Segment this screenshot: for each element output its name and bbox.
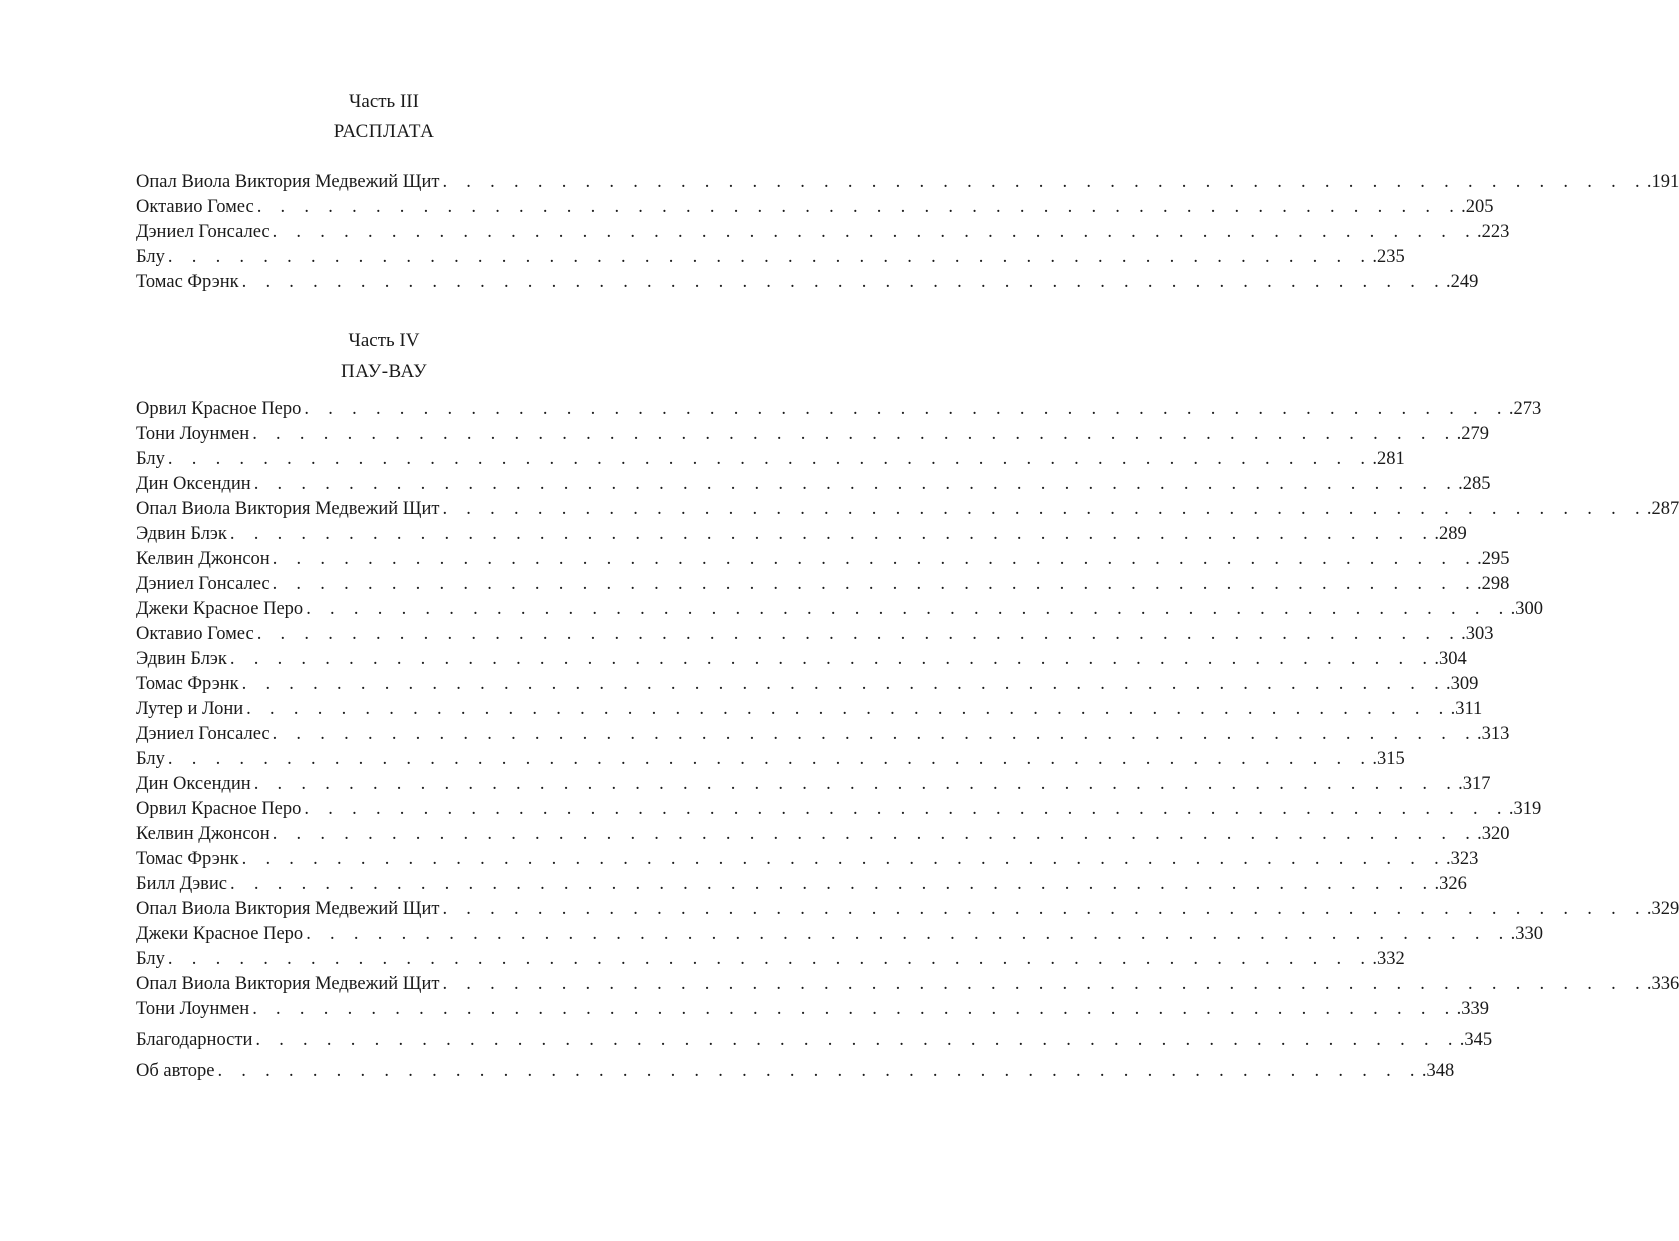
toc-entry-page: .315 bbox=[1372, 749, 1405, 769]
toc-entry-page: .326 bbox=[1434, 874, 1467, 894]
dot-leader: . . . . . . . . . . . . . . . . . . . . . . . . . . . . . . . . . . . . . . . . . . . . . . . . . . . bbox=[306, 599, 1511, 619]
dot-leader: . . . . . . . . . . . . . . . . . . . . . . . . . . . . . . . . . . . . . . . . . . . . . . . . . . . bbox=[167, 749, 1373, 769]
dot-leader: . . . . . . . . . . . . . . . . . . . . . . . . . . . . . . . . . . . . . . . . . . . . . . . . . . . bbox=[230, 874, 1435, 894]
dot-leader: . . . . . . . . . . . . . . . . . . . . . . . . . . . . . . . . . . . . . . . . . . . . . . . . . . . bbox=[442, 899, 1647, 919]
dot-leader: . . . . . . . . . . . . . . . . . . . . . . . . . . . . . . . . . . . . . . . . . . . . . . . . . . . bbox=[253, 474, 1459, 494]
toc-entry-page: .319 bbox=[1508, 799, 1542, 819]
dot-leader: . . . . . . . . . . . . . . . . . . . . . . . . . . . . . . . . . . . . . . . . . . . . . . . . . . . bbox=[256, 197, 1462, 217]
toc-entry-name: Опал Виола Виктория Медвежий Щит bbox=[136, 899, 440, 919]
dot-leader: . . . . . . . . . . . . . . . . . . . . . . . . . . . . . . . . . . . . . . . . . . . . . . . . . . . bbox=[229, 524, 1435, 544]
toc-entry[interactable] bbox=[136, 397, 1542, 422]
dot-leader: . . . . . . . . . . . . . . . . . . . . . . . . . . . . . . . . . . . . . . . . . . . . . . . . . . . bbox=[255, 1030, 1460, 1050]
toc-entry-name: Билл Дэвис bbox=[136, 874, 228, 894]
toc-entry[interactable] bbox=[136, 722, 1510, 747]
toc-entry-page: .235 bbox=[1372, 247, 1405, 267]
toc-entry-name: Опал Виола Виктория Медвежий Щит bbox=[136, 499, 440, 519]
toc-entry-page: .281 bbox=[1372, 449, 1405, 469]
toc-entry-name: Орвил Красное Перо bbox=[136, 399, 302, 419]
part-3-toc-list bbox=[136, 170, 1679, 295]
toc-entry-page: .313 bbox=[1477, 724, 1510, 744]
toc-entry-name: Тони Лоунмен bbox=[136, 999, 250, 1019]
dot-leader: . . . . . . . . . . . . . . . . . . . . . . . . . . . . . . . . . . . . . . . . . . . . . . . . . . . bbox=[304, 799, 1509, 819]
toc-entry-page: .304 bbox=[1434, 649, 1467, 669]
dot-leader: . . . . . . . . . . . . . . . . . . . . . . . . . . . . . . . . . . . . . . . . . . . . . . . . . . . bbox=[304, 399, 1509, 419]
toc-entry[interactable] bbox=[136, 847, 1479, 872]
toc-entry-name: Тони Лоунмен bbox=[136, 424, 250, 444]
toc-entry-name: Дин Оксендин bbox=[136, 474, 251, 494]
toc-entry-name: Об авторе bbox=[136, 1061, 215, 1081]
toc-entry[interactable] bbox=[136, 822, 1510, 847]
toc-entry-name: Лутер и Лони bbox=[136, 699, 244, 719]
dot-leader: . . . . . . . . . . . . . . . . . . . . . . . . . . . . . . . . . . . . . . . . . . . . . . . . . . . bbox=[241, 849, 1447, 869]
toc-entry[interactable] bbox=[136, 597, 1543, 622]
toc-entry[interactable] bbox=[136, 547, 1510, 572]
toc-entry-page: .311 bbox=[1450, 699, 1483, 719]
toc-entry-acknowledgements[interactable] bbox=[136, 1028, 1493, 1053]
toc-entry[interactable] bbox=[136, 497, 1679, 522]
part-3-label: Часть III bbox=[349, 91, 419, 112]
toc-entry-about-author[interactable] bbox=[136, 1059, 1455, 1084]
toc-entry-name: Октавио Гомес bbox=[136, 624, 254, 644]
dot-leader: . . . . . . . . . . . . . . . . . . . . . . . . . . . . . . . . . . . . . . . . . . . . . . . . . . . bbox=[306, 924, 1511, 944]
dot-leader: . . . . . . . . . . . . . . . . . . . . . . . . . . . . . . . . . . . . . . . . . . . . . . . . . . . bbox=[272, 222, 1478, 242]
dot-leader: . . . . . . . . . . . . . . . . . . . . . . . . . . . . . . . . . . . . . . . . . . . . . . . . . . . bbox=[442, 499, 1647, 519]
toc-entry[interactable] bbox=[136, 772, 1491, 797]
dot-leader: . . . . . . . . . . . . . . . . . . . . . . . . . . . . . . . . . . . . . . . . . . . . . . . . . . . bbox=[272, 549, 1478, 569]
toc-entry[interactable] bbox=[136, 672, 1479, 697]
toc-entry-name: Блу bbox=[136, 247, 165, 267]
toc-entry-page: .279 bbox=[1456, 424, 1489, 444]
dot-leader: . . . . . . . . . . . . . . . . . . . . . . . . . . . . . . . . . . . . . . . . . . . . . . . . . . . bbox=[167, 247, 1373, 267]
toc-entry-name: Эдвин Блэк bbox=[136, 649, 227, 669]
toc-entry[interactable] bbox=[136, 447, 1405, 472]
toc-entry-page: .285 bbox=[1458, 474, 1491, 494]
toc-entry[interactable] bbox=[136, 947, 1405, 972]
dot-leader: . . . . . . . . . . . . . . . . . . . . . . . . . . . . . . . . . . . . . . . . . . . . . . . . . . . bbox=[442, 172, 1647, 192]
toc-entry[interactable] bbox=[136, 747, 1405, 772]
toc-entry-name: Опал Виола Виктория Медвежий Щит bbox=[136, 172, 440, 192]
toc-entry[interactable] bbox=[136, 245, 1405, 270]
toc-entry-name: Эдвин Блэк bbox=[136, 524, 227, 544]
part-3-title: РАСПЛАТА bbox=[333, 121, 435, 142]
toc-entry-name: Блу bbox=[136, 449, 165, 469]
toc-entry-name: Блу bbox=[136, 749, 165, 769]
toc-entry[interactable] bbox=[136, 922, 1543, 947]
toc-entry[interactable] bbox=[136, 797, 1542, 822]
toc-entry[interactable] bbox=[136, 697, 1483, 722]
toc-entry-name: Октавио Гомес bbox=[136, 197, 254, 217]
toc-entry-name: Томас Фрэнк bbox=[136, 272, 239, 292]
dot-leader: . . . . . . . . . . . . . . . . . . . . . . . . . . . . . . . . . . . . . . . . . . . . . . . . . . . bbox=[241, 674, 1447, 694]
toc-entry-page: .339 bbox=[1456, 999, 1489, 1019]
toc-entry-name: Опал Виола Виктория Медвежий Щит bbox=[136, 974, 440, 994]
toc-entry[interactable] bbox=[136, 472, 1491, 497]
part-4-label: Часть IV bbox=[348, 330, 420, 351]
dot-leader: . . . . . . . . . . . . . . . . . . . . . . . . . . . . . . . . . . . . . . . . . . . . . . . . . . . bbox=[229, 649, 1435, 669]
toc-entry-page: .329 bbox=[1646, 899, 1679, 919]
toc-entry-name: Орвил Красное Перо bbox=[136, 799, 302, 819]
dot-leader: . . . . . . . . . . . . . . . . . . . . . . . . . . . . . . . . . . . . . . . . . . . . . . . . . . . bbox=[256, 624, 1462, 644]
toc-entry-name: Томас Фрэнк bbox=[136, 849, 239, 869]
dot-leader: . . . . . . . . . . . . . . . . . . . . . . . . . . . . . . . . . . . . . . . . . . . . . . . . . . . bbox=[272, 574, 1478, 594]
dot-leader: . . . . . . . . . . . . . . . . . . . . . . . . . . . . . . . . . . . . . . . . . . . . . . . . . . . bbox=[272, 824, 1478, 844]
dot-leader: . . . . . . . . . . . . . . . . . . . . . . . . . . . . . . . . . . . . . . . . . . . . . . . . . . . bbox=[167, 449, 1373, 469]
dot-leader: . . . . . . . . . . . . . . . . . . . . . . . . . . . . . . . . . . . . . . . . . . . . . . . . . . . bbox=[253, 774, 1459, 794]
toc-entry-page: .295 bbox=[1477, 549, 1510, 569]
toc-entry-page: .249 bbox=[1446, 272, 1479, 292]
toc-entry[interactable] bbox=[136, 622, 1494, 647]
toc-entry-page: .332 bbox=[1372, 949, 1405, 969]
toc-entry-page: .330 bbox=[1510, 924, 1543, 944]
toc-entry-page: .300 bbox=[1510, 599, 1543, 619]
toc-entry-page: .317 bbox=[1458, 774, 1491, 794]
toc-entry-name: Дэниел Гонсалес bbox=[136, 574, 270, 594]
toc-entry-name: Дэниел Гонсалес bbox=[136, 724, 270, 744]
toc-entry-page: .191 bbox=[1646, 172, 1679, 192]
toc-entry[interactable] bbox=[136, 897, 1679, 922]
toc-entry-page: .273 bbox=[1508, 399, 1542, 419]
dot-leader: . . . . . . . . . . . . . . . . . . . . . . . . . . . . . . . . . . . . . . . . . . . . . . . . . . . bbox=[246, 699, 1451, 719]
toc-entry-page: .298 bbox=[1477, 574, 1510, 594]
toc-entry[interactable] bbox=[136, 422, 1489, 447]
toc-entry-name: Томас Фрэнк bbox=[136, 674, 239, 694]
dot-leader: . . . . . . . . . . . . . . . . . . . . . . . . . . . . . . . . . . . . . . . . . . . . . . . . . . . bbox=[252, 999, 1457, 1019]
toc-entry[interactable] bbox=[136, 997, 1489, 1022]
dot-leader: . . . . . . . . . . . . . . . . . . . . . . . . . . . . . . . . . . . . . . . . . . . . . . . . . . . bbox=[241, 272, 1447, 292]
dot-leader: . . . . . . . . . . . . . . . . . . . . . . . . . . . . . . . . . . . . . . . . . . . . . . . . . . . bbox=[252, 424, 1457, 444]
toc-entry-page: .303 bbox=[1461, 624, 1494, 644]
toc-entry-name: Джеки Красное Перо bbox=[136, 924, 304, 944]
toc-entry-page: .309 bbox=[1446, 674, 1479, 694]
toc-entry-name: Дин Оксендин bbox=[136, 774, 251, 794]
dot-leader: . . . . . . . . . . . . . . . . . . . . . . . . . . . . . . . . . . . . . . . . . . . . . . . . . . . bbox=[442, 974, 1647, 994]
toc-entry-name: Блу bbox=[136, 949, 165, 969]
toc-entry-page: .348 bbox=[1421, 1061, 1455, 1081]
toc-entry[interactable] bbox=[136, 220, 1510, 245]
dot-leader: . . . . . . . . . . . . . . . . . . . . . . . . . . . . . . . . . . . . . . . . . . . . . . . . . . . bbox=[167, 949, 1373, 969]
toc-entry-page: .289 bbox=[1434, 524, 1467, 544]
toc-entry[interactable] bbox=[136, 195, 1494, 220]
toc-entry-name: Джеки Красное Перо bbox=[136, 599, 304, 619]
dot-leader: . . . . . . . . . . . . . . . . . . . . . . . . . . . . . . . . . . . . . . . . . . . . . . . . . . . bbox=[272, 724, 1478, 744]
toc-entry[interactable] bbox=[136, 972, 1679, 997]
toc-entry[interactable] bbox=[136, 872, 1467, 897]
part-4-toc-list bbox=[136, 397, 1679, 1084]
toc-entry-page: .345 bbox=[1459, 1030, 1493, 1050]
toc-entry[interactable] bbox=[136, 170, 1679, 195]
part-4-title: ПАУ-ВАУ bbox=[340, 361, 428, 382]
toc-entry-page: .223 bbox=[1477, 222, 1510, 242]
toc-entry-name: Дэниел Гонсалес bbox=[136, 222, 270, 242]
toc-entry-name: Келвин Джонсон bbox=[136, 549, 270, 569]
toc-entry-page: .336 bbox=[1646, 974, 1679, 994]
toc-entry-page: .287 bbox=[1646, 499, 1679, 519]
toc-entry[interactable] bbox=[136, 270, 1479, 295]
toc-entry-page: .323 bbox=[1446, 849, 1479, 869]
toc-entry-page: .320 bbox=[1477, 824, 1510, 844]
toc-entry-name: Келвин Джонсон bbox=[136, 824, 270, 844]
toc-entry-name: Благодарности bbox=[136, 1030, 253, 1050]
toc-entry[interactable] bbox=[136, 647, 1467, 672]
dot-leader: . . . . . . . . . . . . . . . . . . . . . . . . . . . . . . . . . . . . . . . . . . . . . . . . . . . bbox=[217, 1061, 1422, 1081]
toc-entry[interactable] bbox=[136, 522, 1467, 547]
toc-entry-page: .205 bbox=[1461, 197, 1494, 217]
toc-entry[interactable] bbox=[136, 572, 1510, 597]
